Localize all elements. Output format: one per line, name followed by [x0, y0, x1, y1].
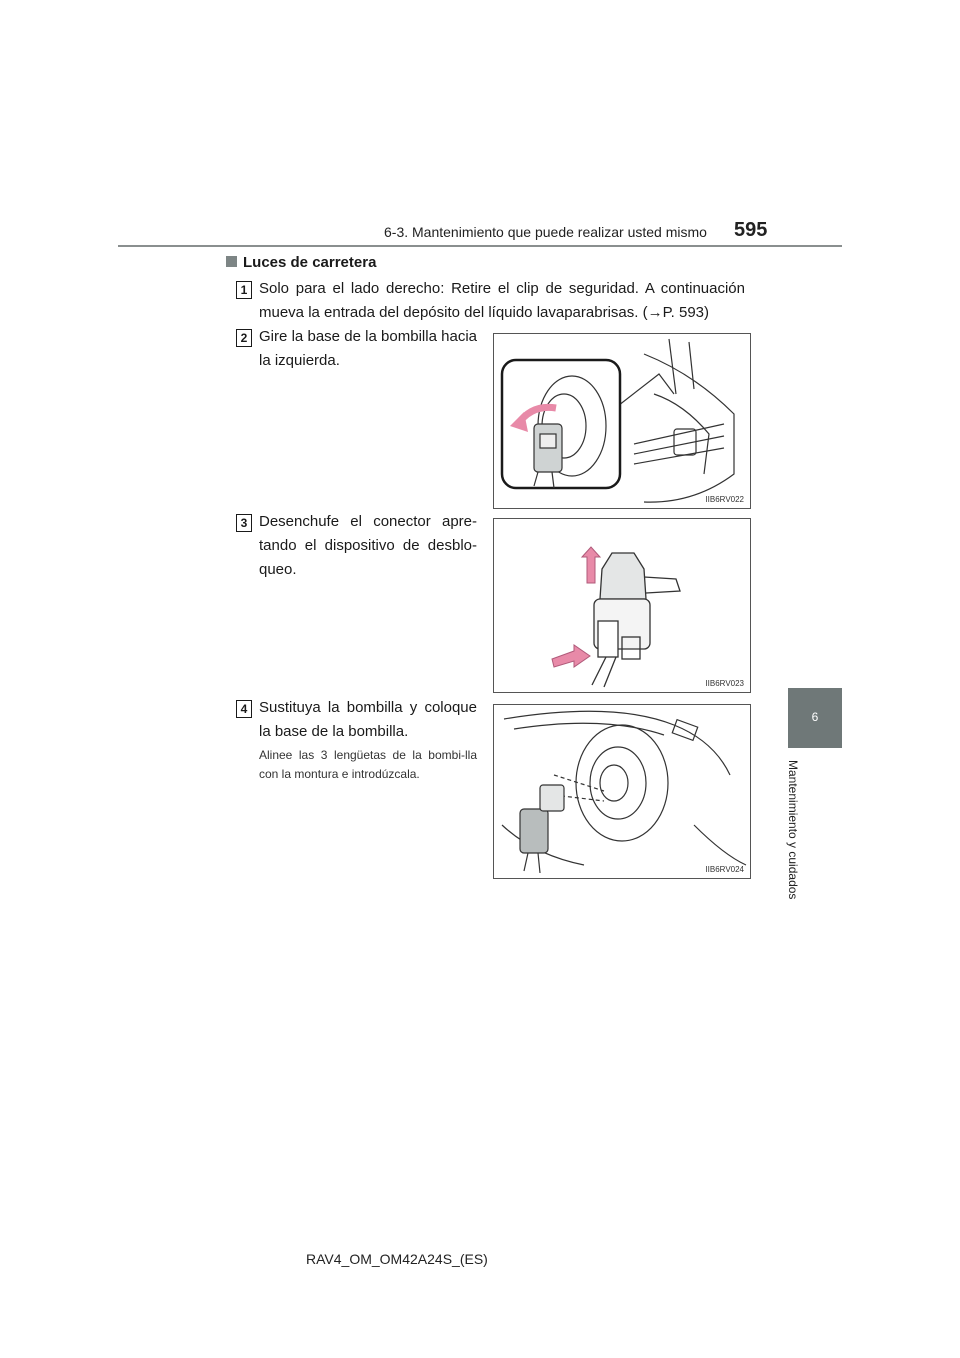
step-number-1: 1: [236, 281, 252, 299]
step-4-text: Sustituya la bombilla y coloque la base de la bombilla.: [259, 699, 477, 740]
step-number-4: 4: [236, 700, 252, 718]
figure-connector-unplug: [493, 518, 751, 693]
step-3-text: Desenchufe el conector apre-tando el dispositivo de desblo-queo.: [259, 513, 477, 578]
header-divider: [118, 245, 842, 247]
connector-illustration: [494, 519, 750, 692]
figure-code-2: IIB6RV022: [705, 495, 744, 504]
figure-code-4: IIB6RV024: [705, 865, 744, 874]
chapter-number: 6: [811, 710, 819, 724]
chapter-label-text: Mantenimiento y cuidados: [786, 760, 800, 900]
running-header-title: 6-3. Mantenimiento que puede realizar usted mismo: [384, 224, 707, 240]
pull-up-arrow-icon: [582, 547, 600, 583]
footer-model-code: RAV4_OM_OM42A24S_(ES): [306, 1251, 488, 1267]
bulb-base-illustration: [494, 334, 750, 508]
chapter-label: [782, 760, 800, 906]
step-number-3: 3: [236, 514, 252, 532]
step-1-text: Solo para el lado derecho: Retire el clip de seguridad. A continuación mueva la entrada del depósito del líquido lavaparabrisas. (→P. 593): [259, 280, 745, 321]
step-4-note: Alinee las 3 lengüetas de la bombi-lla con la montura e introdúzcala.: [259, 748, 477, 781]
bulb-install-illustration: [494, 705, 750, 878]
step-number-2: 2: [236, 329, 252, 347]
page-number: 595: [734, 219, 768, 241]
heading-bullet-icon: [226, 256, 237, 267]
step-2-text: Gire la base de la bombilla hacia la izquierda.: [259, 328, 477, 369]
section-heading-text: Luces de carretera: [243, 254, 377, 271]
figure-bulb-base-rotate: [493, 333, 751, 509]
chapter-tab[interactable]: [788, 688, 842, 748]
figure-bulb-install: [493, 704, 751, 879]
section-heading: [226, 254, 376, 271]
press-arrow-icon: [552, 645, 590, 667]
figure-code-3: IIB6RV023: [705, 679, 744, 688]
